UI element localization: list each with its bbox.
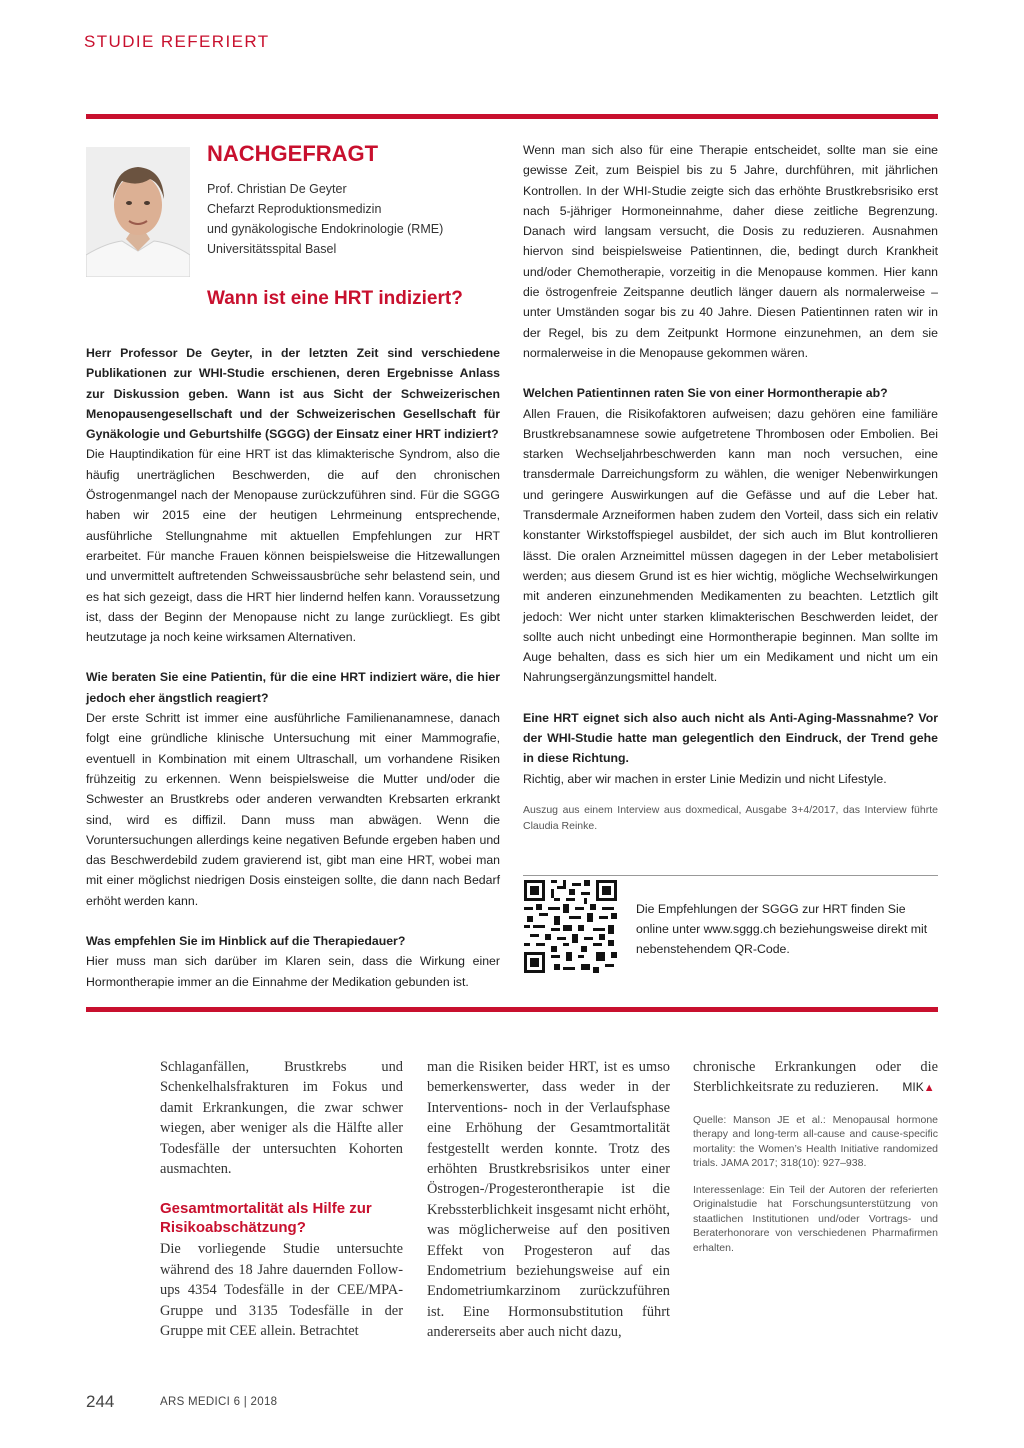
conflict-note: Interessenlage: Ein Teil der Autoren der referierten Originalstudie hat Forschungsunterstützung von staatlichen Institutionen und/oder Vortrags- und Beraterhonorare von verschiedenen Pharmafirmen erhalten.	[693, 1183, 938, 1254]
author-sign	[882, 1080, 934, 1094]
qr-code-icon[interactable]	[524, 880, 617, 973]
article-column-1	[160, 1057, 403, 1341]
article-paragraph: Schlaganfällen, Brustkrebs und Schenkelhalsfrakturen im Fokus und damit Erkrankungen, die zwar schwer wiegen, aber weniger als die Hälfte aller Todesfälle der untersuchten Kohorten ausmachten.	[160, 1059, 403, 1178]
interview-subtitle: Wann ist eine HRT indiziert?	[207, 288, 463, 309]
qr-caption: Die Empfehlungen der SGGG zur HRT finden Sie online unter www.sggg.ch beziehungsweise direkt mit nebenstehendem QR-Code.	[636, 902, 928, 956]
question-3: Was empfehlen Sie im Hinblick auf die Therapiedauer?	[86, 934, 406, 949]
answer-5: Richtig, aber wir machen in erster Linie Medizin und nicht Lifestyle.	[523, 771, 887, 786]
interviewee-institution: Universitätsspital Basel	[207, 242, 337, 256]
article-closing-text: chronische Erkrankungen oder die Sterblichkeitsrate zu reduzieren.	[693, 1059, 938, 1096]
triangle-up-icon: ▲	[923, 1082, 935, 1095]
interview-right-column	[523, 140, 938, 789]
interviewee-info	[207, 179, 443, 259]
interviewee-name: Prof. Christian De Geyter	[207, 182, 347, 196]
question-1: Herr Professor De Geyter, in der letzten Zeit sind verschiedene Publikationen zur WHI-Studie erschienen, deren Ergebnisse Anlass zur Diskussion geben. Wann ist aus Sicht der Schweizerischen Menopausengesellschaft und der Schweizerischen Gesellschaft für Gynäkologie und Geburtshilfe (SGGG) der Einsatz einer HRT indiziert?	[86, 346, 500, 442]
article-paragraph	[693, 1057, 938, 1099]
portrait-photo	[86, 147, 190, 277]
magazine-issue: ARS MEDICI 6 | 2018	[160, 1396, 278, 1408]
qr-top-rule	[523, 875, 938, 876]
question-5: Eine HRT eignet sich also auch nicht als Anti-Aging-Massnahme? Vor der WHI-Studie hatte man gelegentlich den Eindruck, der Trend gehe in diese Richtung.	[523, 710, 938, 766]
question-4: Welchen Patientinnen raten Sie von einer Hormontherapie ab?	[523, 386, 888, 401]
answer-1: Die Hauptindikation für eine HRT ist das klimakterische Syndrom, also die häufig unerträglichen Beschwerden, die auf den chronischen Östrogenmangel nach der Menopause zurückzuführen sind. Für die SGGG haben wir 2015 eine der heutigen Lehrmeinung entsprechende, ausführliche Stellungnahme mit aktuellen Empfehlungen zur HRT erarbeitet. Für manche Frauen können beispielsweise die Hitzewallungen und unvermittelt auftretenden Schweissausbrüche sehr belastend sein, und es hat sich gezeigt, dass die HRT hier lindernd helfen kann. Voraussetzung ist, dass der Beginn der Menopause nicht zu lange zurückliegt. Es gibt heutzutage ja noch keine wirksamen Alternativen.	[86, 447, 500, 645]
article-column-3	[693, 1057, 938, 1255]
answer-2: Der erste Schritt ist immer eine ausführliche Familienanamnese, danach folgt eine gründliche klinische Untersuchung mit einer Mammografie, eventuell in Kombination mit einem Ultraschall, um vorhandene Risiken frühzeitig zu erkennen. Wenn beispielsweise die Mutter und/oder die Schwester an Brustkrebs oder anderen verwandten Krebsarten erkrankt sind, wird es diffizil. Dann muss man abwägen. Wenn die Voruntersuchungen allerdings keine negativen Befunde ergeben haben und das Beschwerdebild zudem gravierend ist, gibt man eine HRT, wobei man mit einer möglichst niedrigen Dosis einsteigen sollte, die dann nach Bedarf erhöht werden kann.	[86, 711, 500, 908]
answer-3-continued: Wenn man sich also für eine Therapie entscheidet, sollte man sie eine gewisse Zeit, zum Beispiel bis zu 5 Jahre, durchführen, mit jährlichen Kontrollen. In der WHI-Studie zeigte sich das erhöhte Brustkrebsrisiko erst nach 5-jähriger Hormoneinnahme, daher diese zeitliche Begrenzung. Danach wird langsam versucht, die Dosis zu reduzieren. Ausnahmen hiervon sind beispielsweise Patientinnen, die, bedingt durch Krankheit und/oder Chemotherapie, vorzeitig in die Menopause kommen. Hier kann die östrogenfreie Zeitspanne deutlich länger dauern als normalerweise – unter Umständen sogar bis zu 40 Jahre. Diesen Patientinnen raten wir in der Regel, bis zu dem Zeitpunkt Hormone einzunehmen, an dem sie normalerweise in die Menopause gekommen wären.	[523, 143, 938, 360]
interviewee-role-2: und gynäkologische Endokrinologie (RME)	[207, 222, 444, 236]
page-number: 244	[86, 1392, 115, 1411]
author-initials: MIK	[902, 1080, 924, 1095]
question-2: Wie beraten Sie eine Patientin, für die eine HRT indiziert wäre, die hier jedoch eher ängstlich reagiert?	[86, 670, 500, 705]
answer-4: Allen Frauen, die Risikofaktoren aufweisen; dazu gehören eine familiäre Brustkrebsanamnese sowie aufgetretene Thrombosen oder Embolien. Bei starken Wechseljahrbeschwerden kann man noch versuchen, eine transdermale Darreichungsform zu wählen, die weniger Nebenwirkungen und geringere Auswirkungen auf die Gefässe und auf die Leber hat. Transdermale Arzneiformen haben zudem den Vorteil, dass sich ein relativ konstanter Wirkstoffspiegel ausbildet, der sich auch im Blut kontrollieren lässt. Die oralen Arzneimittel müssen dagegen in der Leber metabolisiert werden; aus diesem Grund ist es hier wichtig, mögliche Wechselwirkungen mit anderen einzunehmenden Medikamenten zu beachten. Letztlich gilt jedoch: Wer nicht unter starken klimakterischen Beschwerden leidet, der sollte auch nicht unbedingt eine Hormontherapie beginnen. Man sollte im Auge behalten, dass es sich hier um ein Medikament und nicht um ein Nahrungsergänzungsmittel handelt.	[523, 406, 938, 685]
article-subheading: Gesamtmortalität als Hilfe zur Risikoabschätzung?	[160, 1200, 372, 1237]
source-note: Quelle: Manson JE et al.: Menopausal hormone therapy and long-term all-cause and cause-specific mortality: the Women’s Health Initiative randomized trials. JAMA 2017; 318(10): 927–938.	[693, 1113, 938, 1170]
interviewee-role: Chefarzt Reproduktionsmedizin	[207, 202, 382, 216]
interview-source: Auszug aus einem Interview aus doxmedical, Ausgabe 3+4/2017, das Interview führte Claudia Reinke.	[523, 804, 938, 832]
section-label: STUDIE REFERIERT	[84, 32, 270, 51]
interview-title: NACHGEFRAGT	[207, 141, 379, 166]
answer-3: Hier muss man sich darüber im Klaren sein, dass die Wirkung einer Hormontherapie immer an die Einnahme der Medikation gebunden ist.	[86, 954, 500, 989]
top-divider	[86, 114, 938, 119]
article-column-2	[427, 1057, 670, 1343]
bottom-divider	[86, 1007, 938, 1012]
article-paragraph: man die Risiken beider HRT, ist es umso bemerkenswerter, dass weder in der Interventions- noch in der Verlaufsphase eine Erhöhung der Gesamtmortalität festgestellt werden konnte. Trotz des erhöhten Brustkrebsrisikos unter einer Östrogen-/Progesterontherapie ist die Krebssterblichkeit insgesamt nicht erhöht, was möglicherweise auf den positiven Effekt von Progesteron auf das Endometrium beziehungsweise auf ein Endometriumkarzinom zurückzuführen ist. Eine Hormonsubstitution führt andererseits aber auch nicht dazu,	[427, 1059, 670, 1341]
article-paragraph: Die vorliegende Studie untersuchte während des 18 Jahre dauernden Follow-ups 4354 Todesfälle in der CEE/MPA-Gruppe und 3135 Todesfälle in der Gruppe mit CEE allein. Betrachtet	[160, 1241, 403, 1340]
interview-left-column	[86, 343, 500, 992]
